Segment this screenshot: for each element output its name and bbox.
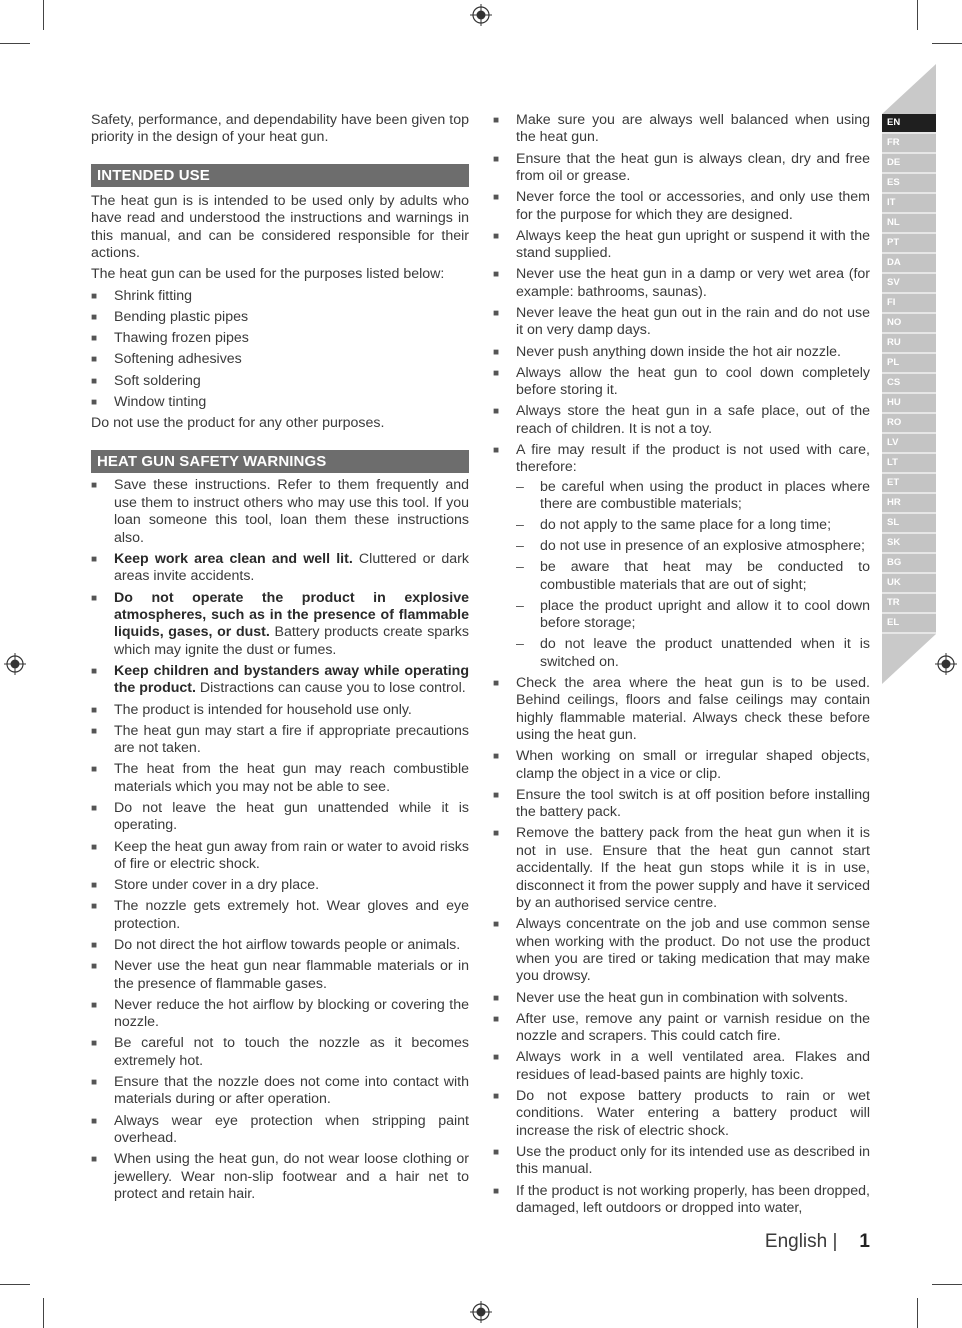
language-tab-sk[interactable]: SK	[882, 534, 936, 554]
language-tab-pt[interactable]: PT	[882, 234, 936, 254]
list-item: ■ Never push anything down inside the hot air nozzle.	[493, 344, 870, 361]
language-tab-el[interactable]: EL	[882, 614, 936, 634]
intended-use-heading: INTENDED USE	[91, 164, 469, 187]
warning-text: Do not leave the heat gun unattended while it is operating.	[114, 799, 469, 834]
list-item: ■ Soft soldering	[91, 373, 469, 390]
warning-text: The product is intended for household use only.	[114, 701, 412, 718]
list-item: ■ Remove the battery pack from the heat gun when it is not in use. Ensure that the heat gun cannot start accidentally. If the heat gun stops while it is in use, disconnect it from the power supply and have it serviced by an authorised service centre.	[493, 825, 870, 912]
warning-emphasis: Do not operate the product in explosive atmospheres, such as in the presence of flammable liquids, gases, or dust.	[114, 589, 469, 641]
safety-warnings-heading: HEAT GUN SAFETY WARNINGS	[91, 450, 469, 473]
warning-emphasis: Keep work area clean and well lit.	[114, 550, 353, 567]
list-item	[91, 761, 469, 796]
crop-mark	[0, 1284, 30, 1285]
list-item: ■ Ensure that the heat gun is always clean, dry and free from oil or grease.	[493, 151, 870, 186]
list-item	[91, 590, 469, 660]
list-item: ■ Never leave the heat gun out in the rain and do not use it on very damp days.	[493, 305, 870, 340]
page-footer	[765, 1231, 870, 1253]
list-item: ■ Shrink fitting	[91, 288, 469, 305]
intended-use-list-intro: The heat gun can be used for the purposes listed below:	[91, 266, 445, 283]
safety-warnings-list	[91, 477, 469, 1203]
list-item	[91, 1074, 469, 1109]
warning-text: The nozzle gets extremely hot. Wear gloves and eye protection.	[114, 898, 469, 932]
list-item	[91, 839, 469, 874]
list-item: ■ Bending plastic pipes	[91, 309, 469, 326]
crop-mark	[932, 1284, 962, 1285]
fire-precautions-list	[516, 479, 870, 671]
registration-mark-icon	[935, 653, 957, 675]
list-item: ■ Softening adhesives	[91, 351, 469, 368]
list-item: ■ Never force the tool or accessories, and only use them for the purpose for which they are designed.	[493, 189, 870, 224]
right-column	[493, 112, 870, 1221]
list-item: ■ When working on small or irregular shaped objects, clamp the object in a vice or clip.	[493, 748, 870, 783]
warning-text: Never use the heat gun near flammable materials or in the presence of flammable gases.	[114, 958, 469, 992]
crop-mark	[932, 43, 962, 44]
list-item: ■ Make sure you are always well balanced when using the heat gun.	[493, 112, 870, 147]
language-tab-bg[interactable]: BG	[882, 554, 936, 574]
language-tab-et[interactable]: ET	[882, 474, 936, 494]
intro-paragraph: Safety, performance, and dependability have been given top priority in the design of your heat gun.	[91, 112, 469, 146]
language-tab-tr[interactable]: TR	[882, 594, 936, 614]
list-item: ■ Thawing frozen pipes	[91, 330, 469, 347]
registration-mark-icon	[470, 1301, 492, 1323]
sub-list-item: – be aware that heat may be conducted to combustible materials that are out of sight;	[516, 559, 870, 594]
language-tab-fr[interactable]: FR	[882, 134, 936, 154]
language-tab-de[interactable]: DE	[882, 154, 936, 174]
list-item	[91, 877, 469, 894]
language-tab-hu[interactable]: HU	[882, 394, 936, 414]
list-item	[91, 723, 469, 758]
warning-text: Cluttered or dark areas invite accidents.	[114, 550, 469, 585]
fire-warning-list	[493, 442, 870, 671]
language-tab-lt[interactable]: LT	[882, 454, 936, 474]
registration-mark-icon	[470, 4, 492, 26]
sub-list-item: – do not use in presence of an explosive atmosphere;	[516, 538, 870, 555]
language-tab-fi[interactable]: FI	[882, 294, 936, 314]
warning-text: Battery products create sparks which may ignite the dust or fumes.	[114, 624, 469, 658]
warning-text: The heat gun may start a fire if appropriate precautions are not taken.	[114, 722, 469, 757]
crop-mark	[43, 1298, 44, 1328]
language-tab-cs[interactable]: CS	[882, 374, 936, 394]
language-tab-nl[interactable]: NL	[882, 214, 936, 234]
list-item: ■ Ensure the tool switch is at off position before installing the battery pack.	[493, 787, 870, 822]
safety-warnings-list-continued	[493, 675, 870, 1218]
language-tab-es[interactable]: ES	[882, 174, 936, 194]
intended-use-paragraph: The heat gun is is intended to be used only by adults who have read and understood the instructions and warnings in this manual, and can be considered responsible for their actions.	[91, 192, 469, 262]
footer-language: English |	[764, 1231, 838, 1252]
language-tab-en[interactable]: EN	[882, 114, 936, 134]
tab-strip-top-decoration	[882, 64, 936, 114]
language-tab-sl[interactable]: SL	[882, 514, 936, 534]
list-item	[91, 1035, 469, 1070]
sub-list-item: – be careful when using the product in places where there are combustible materials;	[516, 479, 870, 514]
warning-text: Always wear eye protection when stripping paint overhead.	[114, 1112, 469, 1147]
purposes-list	[91, 288, 469, 411]
language-tab-sv[interactable]: SV	[882, 274, 936, 294]
crop-mark	[43, 0, 44, 30]
list-item	[91, 702, 469, 719]
list-item	[91, 477, 469, 547]
sub-list-item: – place the product upright and allow it to cool down before storage;	[516, 598, 870, 633]
warning-text: Never reduce the hot airflow by blocking or covering the nozzle.	[114, 996, 469, 1031]
language-tab-list	[882, 114, 936, 634]
list-item: ■ Use the product only for its intended use as described in this manual.	[493, 1144, 870, 1179]
list-item: ■ Always concentrate on the job and use common sense when working with the product. Do not use the product when you are tired or taking medication that may make you drowsy.	[493, 916, 870, 986]
safety-warnings-list-continued	[493, 112, 870, 438]
list-item: ■ If the product is not working properly, has been dropped, damaged, left outdoors or dropped into water,	[493, 1183, 870, 1218]
crop-mark	[917, 0, 918, 30]
language-tab-da[interactable]: DA	[882, 254, 936, 274]
crop-mark	[917, 1298, 918, 1328]
list-item	[91, 997, 469, 1032]
warning-text: Distractions can cause you to lose control.	[195, 680, 466, 697]
list-item	[91, 800, 469, 835]
list-item: ■ Always work in a well ventilated area. Flakes and residues of lead-based paints are highly toxic.	[493, 1049, 870, 1084]
list-item	[91, 937, 469, 954]
list-item	[91, 1113, 469, 1148]
crop-mark	[0, 43, 30, 44]
list-item	[91, 551, 469, 586]
list-item: ■ Check the area where the heat gun is to be used. Behind ceilings, floors and false ceilings may contain highly flammable material. Always check these before using the heat gun.	[493, 675, 870, 745]
page-number: 1	[859, 1231, 870, 1252]
warning-text: Do not direct the hot airflow towards people or animals.	[114, 936, 461, 953]
list-item	[493, 442, 870, 671]
list-item	[91, 958, 469, 993]
left-column	[91, 112, 469, 1207]
warning-text: The heat from the heat gun may reach combustible materials which you may not be able to see.	[114, 761, 469, 795]
list-item: ■ Never use the heat gun in combination with solvents.	[493, 990, 870, 1007]
fire-warning-intro: A fire may result if the product is not used with care, therefore:	[516, 442, 870, 476]
language-tab-ru[interactable]: RU	[882, 334, 936, 354]
other-purposes-note: Do not use the product for any other purposes.	[91, 415, 385, 432]
language-tab-hr[interactable]: HR	[882, 494, 936, 514]
tab-strip-bottom-decoration	[882, 634, 936, 684]
language-tab-no[interactable]: NO	[882, 314, 936, 334]
language-tab-ro[interactable]: RO	[882, 414, 936, 434]
registration-mark-icon	[4, 653, 26, 675]
list-item: ■ After use, remove any paint or varnish residue on the nozzle and scrapers. This could catch fire.	[493, 1011, 870, 1046]
warning-text: Save these instructions. Refer to them frequently and use them to instruct others who may use this tool. If you loan someone this tool, loan them these instructions also.	[114, 477, 469, 546]
list-item: ■ Never use the heat gun in a damp or very wet area (for example: bathrooms, saunas).	[493, 266, 870, 301]
warning-text: Be careful not to touch the nozzle as it becomes extremely hot.	[114, 1035, 469, 1069]
warning-text: Keep the heat gun away from rain or water to avoid risks of fire or electric shock.	[114, 838, 469, 872]
language-tab-lv[interactable]: LV	[882, 434, 936, 454]
list-item: ■ Always store the heat gun in a safe place, out of the reach of children. It is not a toy.	[493, 403, 870, 438]
language-tab-uk[interactable]: UK	[882, 574, 936, 594]
list-item: ■ Always keep the heat gun upright or suspend it with the stand supplied.	[493, 228, 870, 263]
language-tabs	[882, 64, 936, 684]
list-item	[91, 898, 469, 933]
language-tab-pl[interactable]: PL	[882, 354, 936, 374]
list-item	[91, 1151, 469, 1203]
sub-list-item: – do not apply to the same place for a long time;	[516, 517, 870, 534]
list-item	[91, 663, 469, 698]
warning-emphasis: Keep children and bystanders away while operating the product.	[114, 662, 469, 697]
list-item: ■ Window tinting	[91, 394, 469, 411]
warning-text: Store under cover in a dry place.	[114, 877, 320, 894]
list-item: ■ Do not expose battery products to rain or wet conditions. Water entering a battery product will increase the risk of electric shock.	[493, 1088, 870, 1140]
warning-text: Ensure that the nozzle does not come into contact with materials during or after operation.	[114, 1074, 469, 1108]
language-tab-it[interactable]: IT	[882, 194, 936, 214]
list-item: ■ Always allow the heat gun to cool down completely before storing it.	[493, 365, 870, 400]
sub-list-item: – do not leave the product unattended when it is switched on.	[516, 636, 870, 671]
warning-text: When using the heat gun, do not wear loose clothing or jewellery. Wear non-slip footwear and a hair net to protect and retain hair.	[114, 1151, 469, 1203]
